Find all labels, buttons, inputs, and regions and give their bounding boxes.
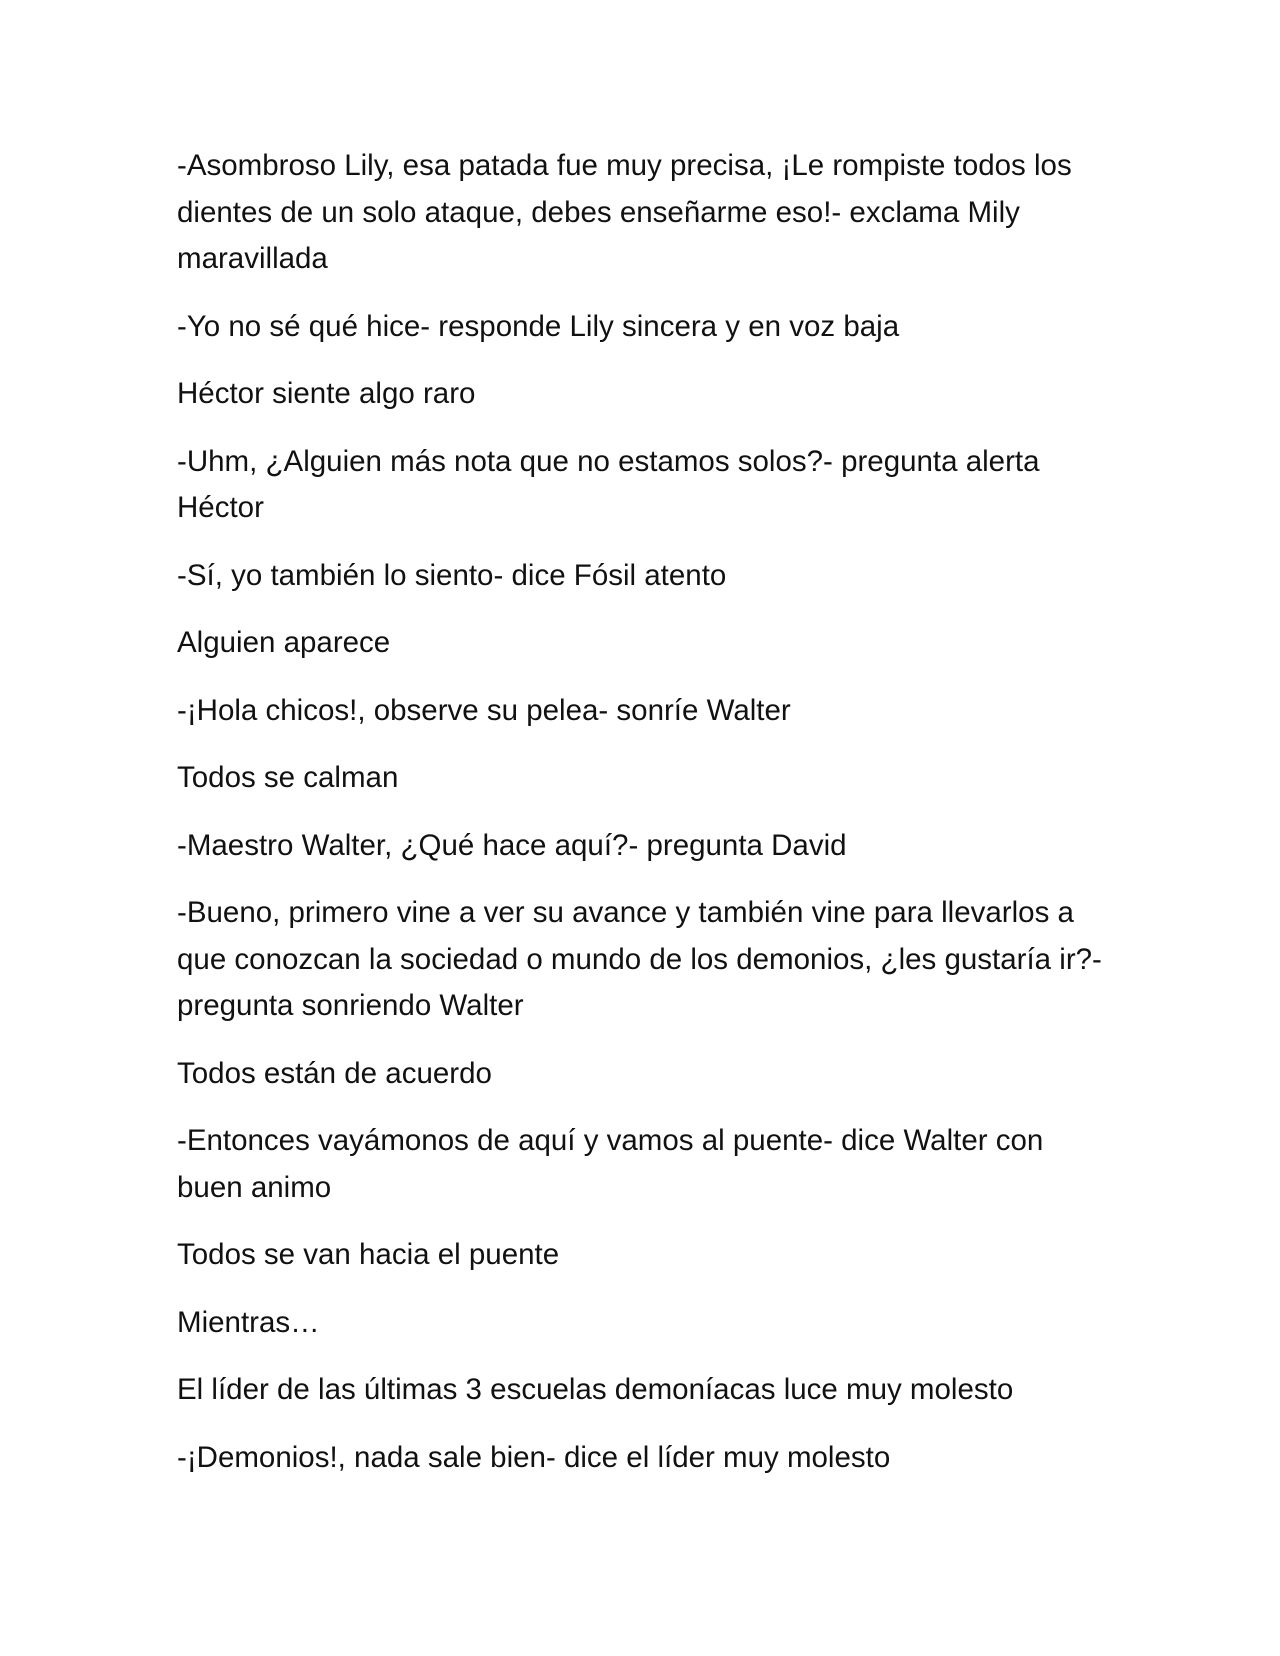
paragraph: Héctor siente algo raro [177, 377, 476, 410]
paragraph: Todos se calman [177, 761, 399, 794]
paragraph: Alguien aparece [177, 626, 391, 659]
paragraph: El líder de las últimas 3 escuelas demoníacas luce muy molesto [177, 1373, 1014, 1406]
paragraph: -Bueno, primero vine a ver su avance y también vine para llevarlos a que conozcan la sociedad o mundo de los demonios, ¿les gustaría ir?- pregunta sonriendo Walter [177, 896, 1102, 1022]
paragraph: Todos se van hacia el puente [177, 1238, 560, 1271]
paragraph: -¡Hola chicos!, observe su pelea- sonríe Walter [177, 693, 791, 727]
paragraph: -Maestro Walter, ¿Qué hace aquí?- pregunta David [177, 828, 847, 862]
paragraph: -Asombroso Lily, esa patada fue muy precisa, ¡Le rompiste todos los dientes de un solo ataque, debes enseñarme eso!- exclama Mily maravillada [177, 149, 1072, 275]
paragraph: -Uhm, ¿Alguien más nota que no estamos solos?- pregunta alerta Héctor [177, 444, 1040, 524]
paragraph: -Yo no sé qué hice- responde Lily sincera y en voz baja [177, 309, 900, 343]
paragraph: Todos están de acuerdo [177, 1056, 492, 1090]
paragraph: Mientras… [177, 1305, 320, 1339]
paragraph: -¡Demonios!, nada sale bien- dice el líder muy molesto [177, 1440, 891, 1474]
document-body [177, 143, 1107, 1502]
paragraph: -Sí, yo también lo siento- dice Fósil atento [177, 558, 727, 592]
paragraph: -Entonces vayámonos de aquí y vamos al puente- dice Walter con buen animo [177, 1124, 1044, 1204]
